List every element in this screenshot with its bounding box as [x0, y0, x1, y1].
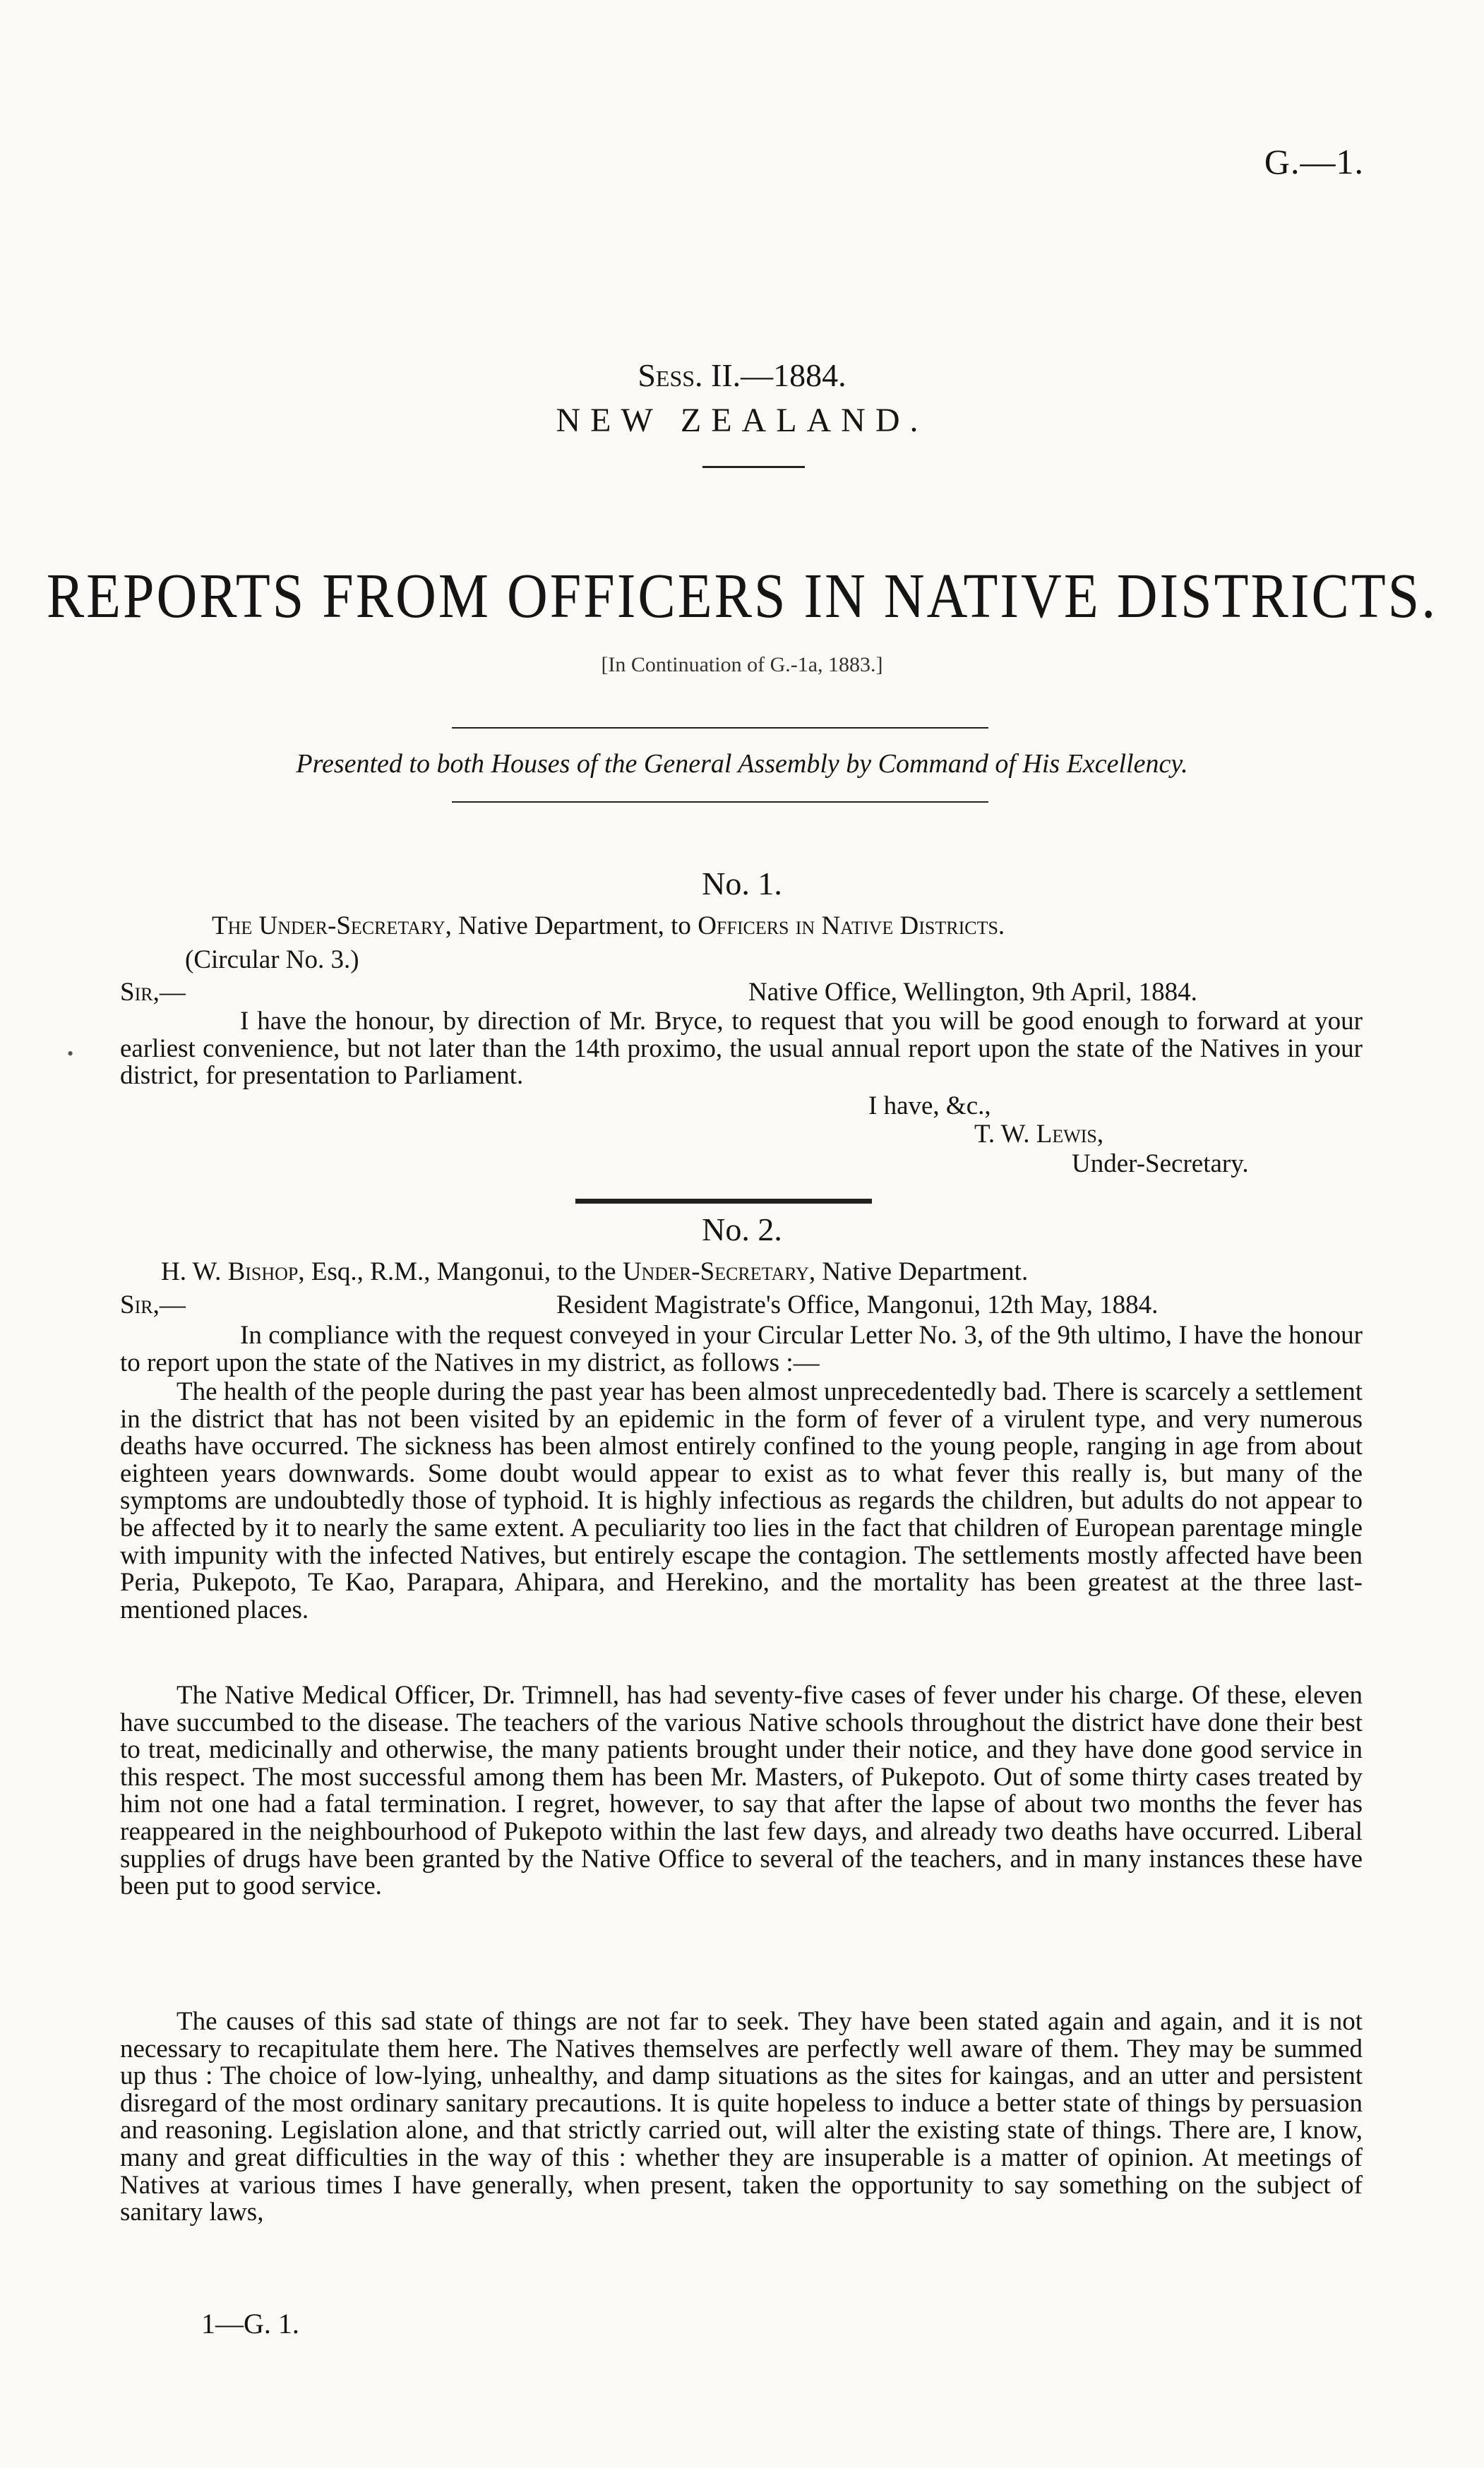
- divider-rule: [452, 727, 988, 729]
- doc1-closing: I have, &c.,: [868, 1091, 991, 1120]
- continuation-note: [In Continuation of G.-1a, 1883.]: [601, 653, 883, 676]
- doc1-body: I have the honour, by direction of Mr. Bryce, to request that you will be good enough to forward at your earliest convenience, but not later than the 14th proximo, the usual annual report upon the state of the Natives in your district, for presentation to Parliament.: [120, 1007, 1363, 1091]
- section-divider: [575, 1199, 872, 1204]
- doc2-number: No. 2.: [702, 1211, 782, 1247]
- divider-rule: [702, 466, 805, 468]
- doc2-paragraph-3: The Native Medical Officer, Dr. Trimnell, has had seventy-five cases of fever under his charge. Of these, eleven have succumbed to the disease. The teachers of the various Native schools throughout the district have done their best to treat, medicinally and otherwise, the many patients brought under their notice, and they have done good service in this respect. The most successful among them has been Mr. Masters, of Pukepoto. Out of some thirty cases treated by him not one had a fatal termination. I regret, however, to say that after the lapse of about two months the fever has reappeared in the neighbourhood of Pukepoto within the last few days, and already two deaths have occurred. Liberal supplies of drugs have been granted by the Native Office to several of the teachers, and in many instances these have been put to good service.: [120, 1681, 1363, 1901]
- page-reference: G.—1.: [1264, 142, 1364, 181]
- doc1-number: No. 1.: [702, 865, 782, 901]
- session-line: Sess. II.—1884.: [638, 357, 846, 393]
- doc1-signer: T. W. Lewis,: [974, 1120, 1104, 1149]
- doc1-signer-title: Under-Secretary.: [1072, 1149, 1249, 1178]
- doc2-heading: [161, 1257, 1028, 1288]
- doc2-heading-to: Under-Secretary: [622, 1257, 809, 1286]
- doc2-paragraph-1: In compliance with the request conveyed in your Circular Letter No. 3, of the 9th ultimo, I have the honour to report upon the state of the Natives in my district, as follows :—: [120, 1321, 1363, 1377]
- doc1-heading-dept: , Native Department, to: [445, 911, 698, 940]
- doc1-salutation: Sir,—: [120, 978, 186, 1007]
- doc1-heading: [212, 911, 1005, 942]
- country-heading: NEW ZEALAND.: [556, 402, 928, 439]
- doc2-paragraph-2: The health of the people during the past year has been almost unprecedentedly bad. There is scarcely a settlement in the district that has not been visited by an epidemic in the form of fever of a virulent type, and very numerous deaths have occurred. The sickness has been almost entirely confined to the young people, ranging in age from about eighteen years downwards. Some doubt would appear to exist as to what fever this really is, but many of the symptoms are undoubtedly those of typhoid. It is highly infectious as regards the children, but adults do not appear to be affected by it to nearly the same extent. A peculiarity too lies in the fact that children of European parentage mingle with impunity with the infected Natives, but entirely escape the contagion. The settlements mostly affected have been Peria, Pukepoto, Te Kao, Parapara, Ahipara, and Herekino, and the mortality has been greatest at the three last-mentioned places.: [120, 1377, 1363, 1624]
- doc2-heading-from: H. W. Bishop: [161, 1257, 299, 1286]
- report-title: REPORTS FROM OFFICERS IN NATIVE DISTRICTS.: [46, 561, 1438, 632]
- doc1-place-date: Native Office, Wellington, 9th April, 1884.: [748, 978, 1197, 1007]
- presented-line: Presented to both Houses of the General Assembly by Command of His Excellency.: [296, 749, 1188, 779]
- doc1-circular: (Circular No. 3.): [185, 945, 359, 974]
- footer-signature: 1—G. 1.: [201, 2308, 299, 2340]
- doc2-paragraph-4: The causes of this sad state of things are not far to seek. They have been stated again and again, and it is not necessary to recapitulate them here. The Natives themselves are perfectly well aware of them. They may be summed up thus : The choice of low-lying, unhealthy, and damp situations as the sites for kaingas, and an utter and persistent disregard of the most ordinary sanitary precautions. It is quite hopeless to induce a better state of things by persuasion and reasoning. Legislation alone, and that strictly carried out, will alter the existing state of things. There are, I know, many and great difficulties in the way of this : whether they are insuperable is a matter of opinion. At meetings of Natives at various times I have generally, when present, taken the opportunity to say something on the subject of sanitary laws,: [120, 2007, 1363, 2227]
- doc2-salutation: Sir,—: [120, 1290, 186, 1319]
- doc1-heading-to: Officers in Native Districts.: [698, 911, 1005, 940]
- divider-rule: [452, 801, 988, 803]
- doc2-heading-mid: , Esq., R.M., Mangonui, to the: [298, 1257, 623, 1286]
- doc2-heading-end: , Native Department.: [808, 1257, 1029, 1286]
- doc2-place-date: Resident Magistrate's Office, Mangonui, 12th May, 1884.: [556, 1290, 1159, 1319]
- doc1-heading-from: The Under-Secretary: [212, 911, 445, 940]
- margin-dot: •: [67, 1043, 74, 1064]
